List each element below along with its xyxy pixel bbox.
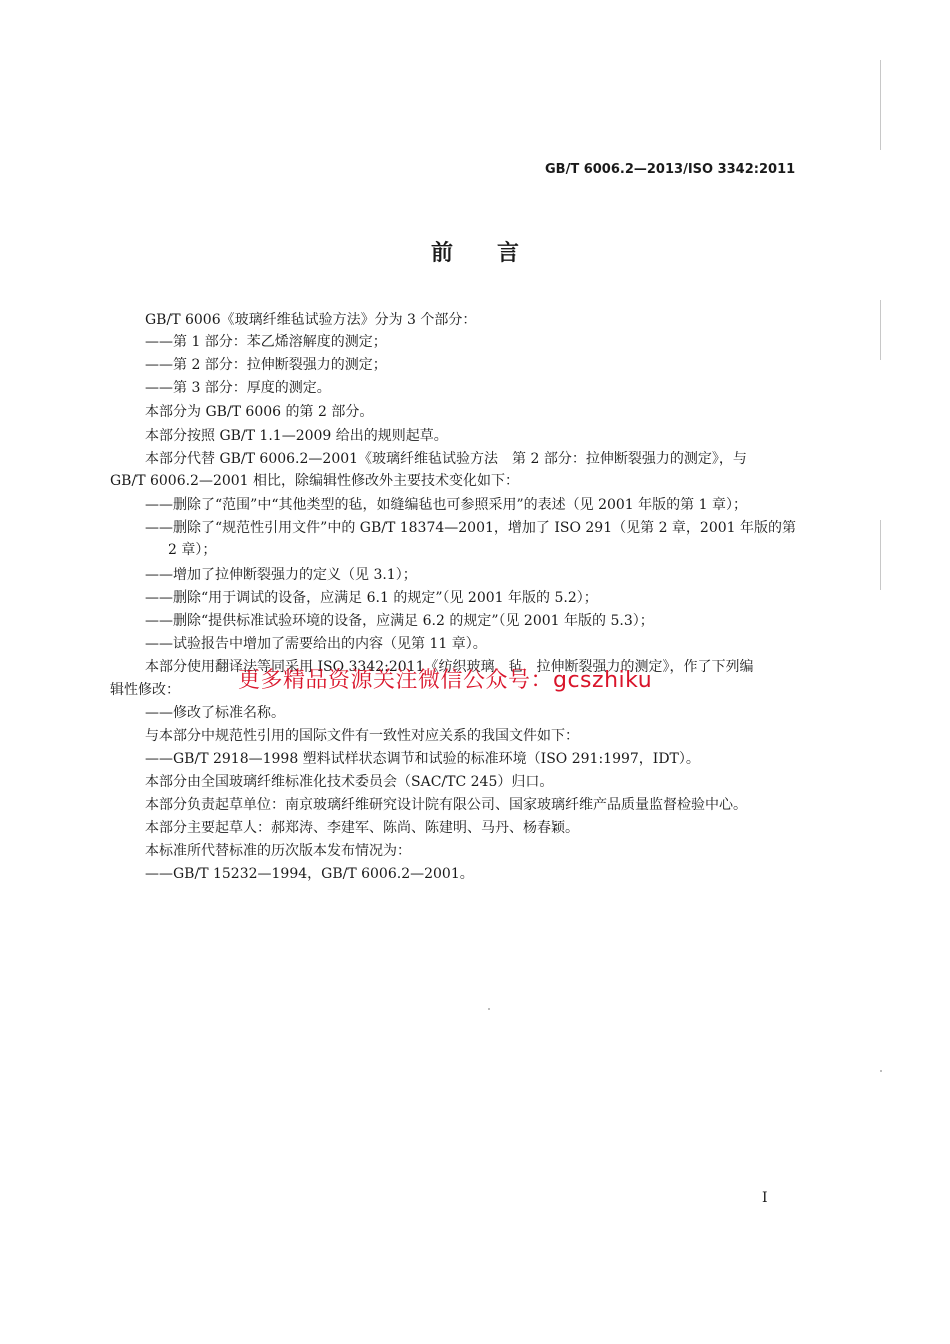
- paragraph-continued: GB/T 6006.2—2001 相比，除编辑性修改外主要技术变化如下：: [110, 473, 520, 489]
- list-item: ——GB/T 2918—1998 塑料试样状态调节和试验的标准环境（ISO 291:1997，IDT）。: [145, 751, 700, 767]
- paragraph: 本部分主要起草人：郝郑涛、李建军、陈尚、陈建明、马丹、杨春颖。: [145, 820, 579, 836]
- paragraph: 本部分由全国玻璃纤维标准化技术委员会（SAC/TC 245）归口。: [145, 774, 554, 790]
- list-item: ——删除“提供标准试验环境的设备，应满足 6.2 的规定”（见 2001 年版的 5.3）；: [145, 613, 654, 629]
- paragraph: 与本部分中规范性引用的国际文件有一致性对应关系的我国文件如下：: [145, 728, 579, 744]
- paragraph-continued: 辑性修改：: [110, 682, 180, 698]
- list-item-continued: 2 章）；: [168, 542, 217, 558]
- list-item: ——试验报告中增加了需要给出的内容（见第 11 章）。: [145, 636, 487, 652]
- list-item: ——第 3 部分：厚度的测定。: [145, 380, 331, 396]
- list-item: ——第 1 部分：苯乙烯溶解度的测定；: [145, 334, 387, 350]
- paragraph: 本部分为 GB/T 6006 的第 2 部分。: [145, 404, 374, 420]
- scan-speck: [880, 1070, 882, 1072]
- paragraph: GB/T 6006《玻璃纤维毡试验方法》分为 3 个部分：: [145, 312, 477, 328]
- page-number: I: [762, 1190, 768, 1206]
- list-item: ——删除了“范围”中“其他类型的毡，如缝编毡也可参照采用”的表述（见 2001 年版的第 1 章）；: [145, 497, 747, 513]
- list-item: ——GB/T 15232—1994，GB/T 6006.2—2001。: [145, 866, 474, 882]
- list-item: ——第 2 部分：拉伸断裂强力的测定；: [145, 357, 387, 373]
- scan-edge-mark: [880, 300, 881, 360]
- paragraph: 本部分按照 GB/T 1.1—2009 给出的规则起草。: [145, 428, 448, 444]
- paragraph: 本部分使用翻译法等同采用 ISO 3342:2011《纺织玻璃 毡 拉伸断裂强力的测定》，作了下列编: [145, 659, 754, 675]
- watermark-text: 更多精品资源关注微信公众号：gcszhiku: [238, 668, 653, 693]
- paragraph: 本部分负责起草单位：南京玻璃纤维研究设计院有限公司、国家玻璃纤维产品质量监督检验中心。: [145, 797, 747, 813]
- scan-speck: [488, 1008, 490, 1010]
- list-item: ——删除了“规范性引用文件”中的 GB/T 18374—2001，增加了 ISO 291（见第 2 章，2001 年版的第: [145, 520, 797, 536]
- list-item: ——增加了拉伸断裂强力的定义（见 3.1）；: [145, 567, 417, 583]
- paragraph: 本标准所代替标准的历次版本发布情况为：: [145, 843, 411, 859]
- scan-edge-mark: [880, 520, 881, 590]
- list-item: ——修改了标准名称。: [145, 705, 285, 721]
- page-title: 前言: [430, 241, 563, 266]
- scan-edge-mark: [880, 60, 881, 150]
- list-item: ——删除“用于调试的设备，应满足 6.1 的规定”（见 2001 年版的 5.2）；: [145, 590, 598, 606]
- standard-code: GB/T 6006.2—2013/ISO 3342:2011: [545, 162, 796, 177]
- paragraph: 本部分代替 GB/T 6006.2—2001《玻璃纤维毡试验方法 第 2 部分：拉伸断裂强力的测定》，与: [145, 451, 747, 467]
